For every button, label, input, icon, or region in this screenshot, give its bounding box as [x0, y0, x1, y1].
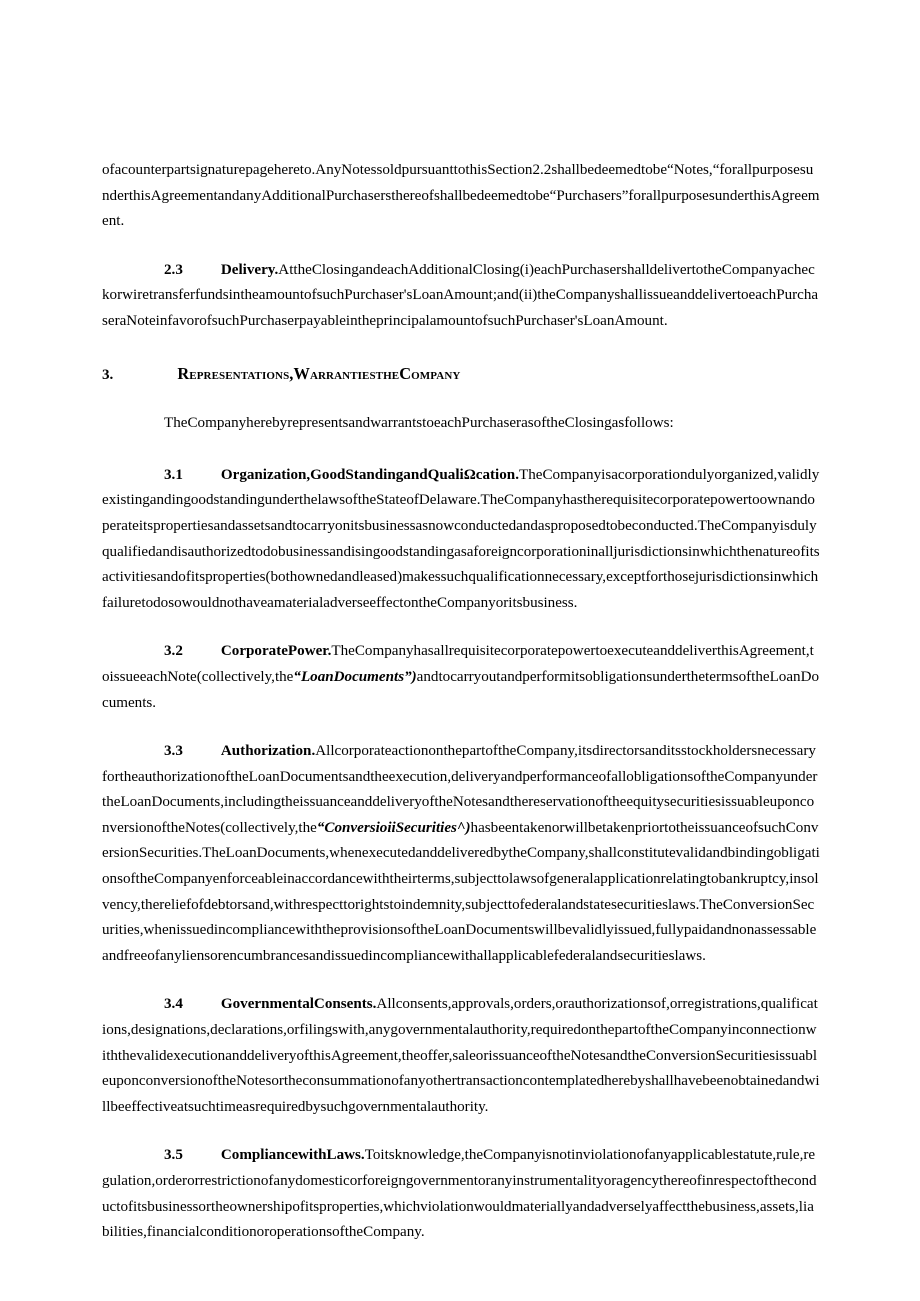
section-number-3-4: 3.4: [164, 996, 183, 1013]
section-number-3-5: 3.5: [164, 1147, 183, 1164]
page-content: [102, 158, 820, 1246]
section-title-3-2: CorporatePower.: [220, 643, 332, 660]
section-3-4: [102, 992, 820, 1120]
section-3-1: [102, 463, 820, 617]
spacer: [102, 388, 820, 411]
defined-term-loan-documents: “LoanDocuments”): [293, 668, 417, 685]
section-number-3-2: 3.2: [164, 643, 183, 660]
section-body-2-3: AttheClosingandeachAdditionalClosing(i)eachPurchasershalldelivertotheCompanyacheckorwiretransferfundsintheamountofsuchPurchaser'sLoanAmount;and(ii)theCompanyshallissueanddelivertoeachPurchaseraNoteinfavorofsuchPurchaserpayableintheprincipalamountofsuchPurchaser'sLoanAmount.: [102, 261, 819, 329]
article-heading-3: [102, 361, 820, 389]
spacer: [102, 335, 820, 361]
section-number-3-1: 3.1: [164, 466, 183, 483]
section-body-3-3-part2: hasbeentakenorwillbetakenpriortotheissuanceofsuchConversionSecurities.TheLoanDocuments,whenexecutedanddeliveredbytheCompany,shallconstitutevalidandbindingobligationsoftheCompanyenforceableinaccordancewiththeirterms,subjecttolawsofgeneralapplicationrelatingtobankruptcy,insolvency,thereliefofdebtorsand,withrespecttorightstoindemnity,subjecttofederalandstatesecuritieslaws.TheConversionSecurities,whenissuedincompliancewiththeprovisionsoftheLoanDocumentswillbevalidlyissued,fullypaidandnonassessableandfreeofanyliensorencumbrancesandissuedincompliancewithallapplicablefederalandsecuritieslaws.: [102, 819, 820, 964]
section-body-3-4: Allconsents,approvals,orders,orauthorizationsof,orregistrations,qualifications,designations,declarations,orfilingswith,anygovernmentalauthority,requiredonthepartoftheCompanyinconnectionwiththevalidexecutionanddeliveryofthisAgreement,theoffer,saleorissuanceoftheNotesandtheConversionSecuritiesissuableuponconversionoftheNotesortheconsummationofanyothertransactioncontemplatedherebyshallhavebeenobtainedandwillbeeffectiveatsuchtimeasrequiredbysuchgovernmentalauthority.: [102, 996, 820, 1115]
article-intro-paragraph: TheCompanyherebyrepresentsandwarrantstoeachPurchaserasoftheClosingasfollows:: [164, 415, 674, 432]
section-body-3-2-part1: TheCompanyhasallrequisitecorporatepowertoexecuteanddeliverthisAgreement,toissueeachNote(collectively,the: [102, 643, 814, 685]
section-3-5: [102, 1143, 820, 1245]
section-title-3-1: Organization,GoodStandingandQualiΩcation.: [220, 466, 519, 483]
section-title-3-3: Authorization.: [220, 743, 316, 760]
section-body-3-2-part2: andtocarryoutandperformitsobligationsunderthetermsoftheLoanDocuments.: [102, 668, 820, 711]
continuation-paragraph: ofacounterpartsignaturepagehereto.AnyNotessoldpursuanttothisSection2.2shallbedeemedtobe“Notes,“forallpurposesunderthisAgreementandanyAdditionalPurchasersthereofshallbedeemedtobe“Purchasers”forallpurposesunderthisAgreement.: [102, 162, 820, 230]
section-body-3-5: Toitsknowledge,theCompanyisnotinviolationofanyapplicablestatute,rule,regulation,orderorrestrictionofanydomesticorforeigngovernmentoranyinstrumentalityoragencythereofinrespectoftheconductofitsbusinessortheownershipofitsproperties,whichviolationwouldmateriallyandadverselyaffectthebusiness,assets,liabilities,financialconditionoroperationsoftheCompany.: [102, 1147, 817, 1241]
spacer: [102, 969, 820, 992]
spacer: [102, 235, 820, 258]
section-title-3-5: CompliancewithLaws.: [220, 1147, 365, 1164]
section-title-3-4: GovernmentalConsents.: [220, 996, 377, 1013]
section-3-3: [102, 739, 820, 969]
article-title: Representations,WarrantiestheCompany: [177, 363, 461, 383]
spacer: [102, 437, 820, 463]
defined-term-conversion-securities: “ConversioiiSecurities^): [316, 819, 471, 836]
section-title-2-3: Delivery.: [220, 261, 279, 278]
spacer: [102, 616, 820, 639]
section-body-3-3-part1: AllcorporateactiononthepartoftheCompany,itsdirectorsanditsstockholdersnecessaryfortheauthorizationoftheLoanDocumentsandtheexecution,deliveryandperformanceofallobligationsoftheCompanyundertheLoanDocuments,includingtheissuanceanddeliveryoftheNotesandthereservationoftheequitysecuritiesissuableuponconversionoftheNotes(collectively,the: [102, 743, 818, 836]
section-number-2-3: 2.3: [164, 261, 183, 278]
section-3-2: [102, 639, 820, 716]
spacer: [102, 1120, 820, 1143]
article-number: 3.: [102, 366, 114, 383]
section-2-3: [102, 258, 820, 335]
spacer: [102, 716, 820, 739]
section-body-3-1: TheCompanyisacorporationdulyorganized,validlyexistingandingoodstandingunderthelawsoftheStateofDelaware.TheCompanyhastherequisitecorporatepowertoownandoperateitspropertiesandassetsandtocarryonitsbusinessasnowconductedandasproposedtobeconducted.TheCompanyisdulyqualifiedandisauthorizedtodobusinessandisingoodstandingasaforeigncorporationinalljurisdictionsinwhichthenatureofitsactivitiesandofitsproperties(bothownedandleased)makessuchqualificationnecessary,exceptforthosejurisdictionsinwhichfailuretodosowouldnothaveamaterialadverseeffectontheCompanyoritsbusiness.: [102, 466, 820, 611]
section-number-3-3: 3.3: [164, 743, 183, 760]
